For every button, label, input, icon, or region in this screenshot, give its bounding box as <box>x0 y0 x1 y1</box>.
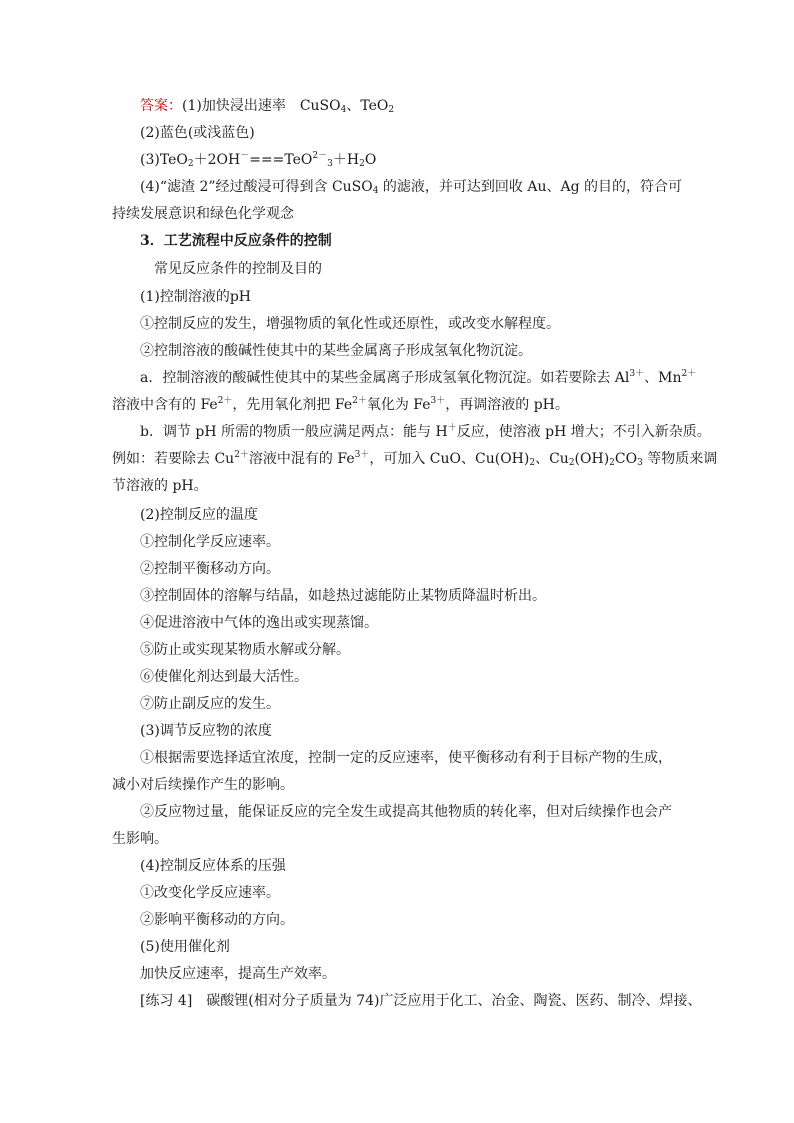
temp-item-7: ⑦防止副反应的发生。 <box>140 696 280 712</box>
temp-item-5: ⑤防止或实现某物质水解或分解。 <box>140 642 350 658</box>
conc-item-2: ②反应物过量，能保证反应的完全发生或提高其他物质的转化率，但对后续操作也会产 <box>140 804 672 820</box>
ph-b-line-1: b．调节 pH 所需的物质一般应满足两点：能与 H＋反应，使溶液 pH 增大；不引入新杂质。 <box>140 423 711 440</box>
temp-item-4: ④促进溶液中气体的逸出或实现蒸馏。 <box>140 615 378 631</box>
answer-line-2: (2)蓝色(或浅蓝色) <box>140 125 255 141</box>
temp-item-2: ②控制平衡移动方向。 <box>140 561 280 577</box>
conc-item-1-cont: 减小对后续操作产生的影响。 <box>112 777 294 793</box>
pres-item-2: ②影响平衡移动的方向。 <box>140 912 294 928</box>
answer-line-4: (4)“滤渣 2”经过酸浸可得到含 CuSO$_4$ 的滤液，并可达到回收 Au、Ag 的目的，符合可 <box>140 179 683 196</box>
conc-item-1: ①根据需要选择适宜浓度，控制一定的反应速率，使平衡移动有利于目标产物的生成， <box>140 750 672 766</box>
ph-heading: (1)控制溶液的pH <box>140 289 252 305</box>
temp-item-1: ①控制化学反应速率。 <box>140 534 280 550</box>
ph-b-line-3: 节溶液的 pH。 <box>112 478 208 494</box>
ph-a-line-1: a．控制溶液的酸碱性使其中的某些金属离子形成氢氧化物沉淀。如若要除去 $Al^{3+}$、$Mn^{2+}$ <box>140 369 697 386</box>
ph-a-line-2: 溶液中含有的 $Fe^{2+}$，先用氧化剂把 $Fe^{2+}$氧化为 $Fe^{3+}$，再调溶液的 pH。 <box>112 396 569 413</box>
conc-item-2-cont: 生影响。 <box>112 831 168 847</box>
answer-label: 答案： <box>140 98 182 114</box>
ph-item-1: ①控制反应的发生，增强物质的氧化性或还原性，或改变水解程度。 <box>140 316 560 332</box>
ph-b-line-2: 例如：若要除去 $Cu^{2+}$溶液中混有的 $Fe^{3+}$，可加入 CuO、$Cu(OH)_2$、$Cu_2(OH)_2CO_3$ 等物质来调 <box>112 450 718 468</box>
pres-item-1: ①改变化学反应速率。 <box>140 885 280 901</box>
section-title: 3．工艺流程中反应条件的控制 <box>140 233 332 249</box>
conc-heading: (3)调节反应物的浓度 <box>140 723 272 739</box>
cat-item-1: 加快反应速率，提高生产效率。 <box>140 966 336 982</box>
pres-heading: (4)控制反应体系的压强 <box>140 858 286 874</box>
temp-heading: (2)控制反应的温度 <box>140 507 258 523</box>
answer-line-3: $(3)TeO_2+2OH^-===TeO^{2-}_3+H_2O$ <box>140 151 377 169</box>
ph-item-2: ②控制溶液的酸碱性使其中的某些金属离子形成氢氧化物沉淀。 <box>140 343 532 359</box>
answer-line-4-cont: 持续发展意识和绿色化学观念 <box>112 206 294 222</box>
exercise-4: [练习 4] 碳酸锂(相对分子质量为 74)广泛应用于化工、冶金、陶瓷、医药、制冷、焊接、 <box>140 993 702 1009</box>
answer-line-1: 答案：(1)加快浸出速率 CuSO$_4$、TeO$_2$ <box>140 98 395 115</box>
temp-item-3: ③控制固体的溶解与结晶，如趁热过滤能防止某物质降温时析出。 <box>140 588 546 604</box>
section-intro: 常见反应条件的控制及目的 <box>154 261 322 277</box>
cat-heading: (5)使用催化剂 <box>140 939 230 955</box>
temp-item-6: ⑥使催化剂达到最大活性。 <box>140 669 308 685</box>
